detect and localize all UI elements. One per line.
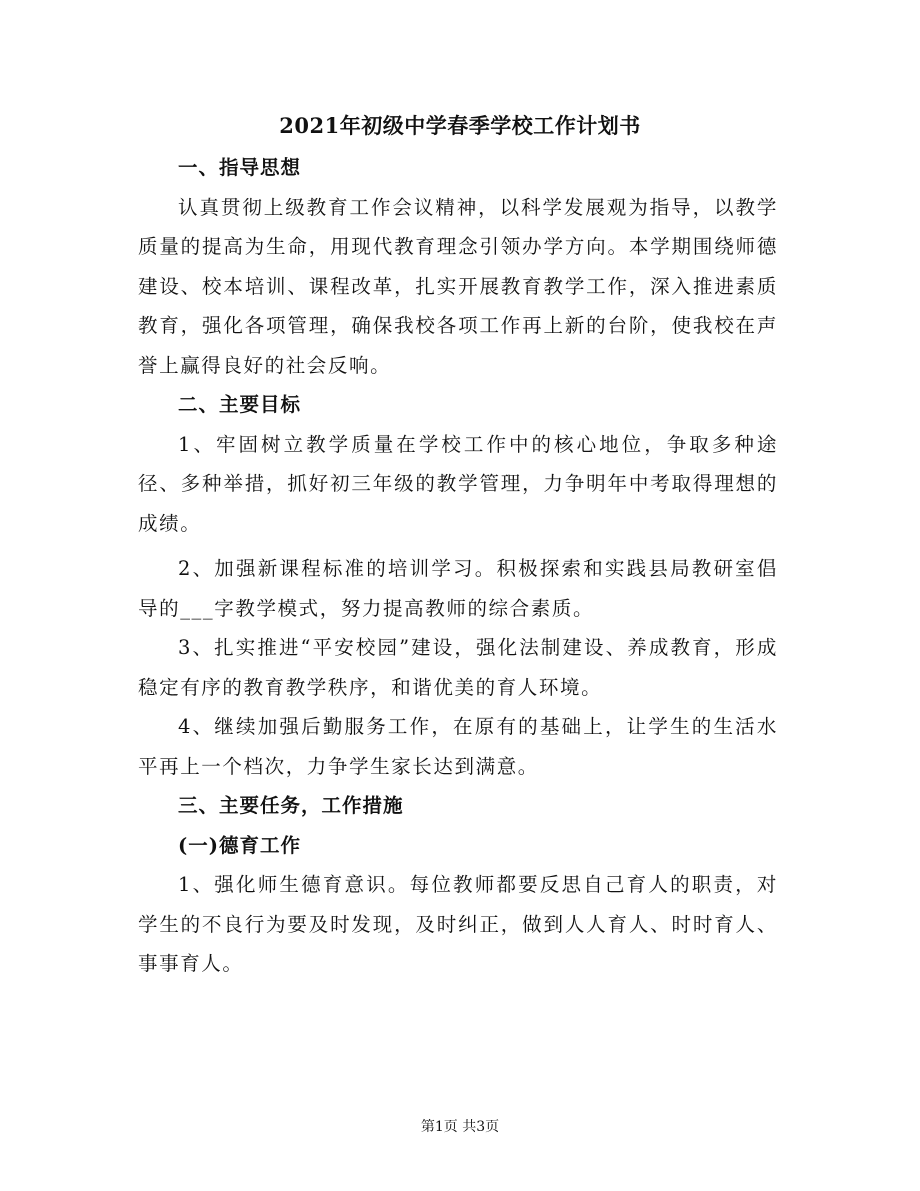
section-heading: 二、主要目标 — [178, 393, 302, 416]
paragraph: 1、强化师生德育意识。每位教师都要反思自己育人的职责，对学生的不良行为要及时发现，及时纠正，做到人人育人、时时育人、事事育人。 — [138, 873, 778, 975]
paragraph: 3、扎实推进“平安校园”建设，强化法制建设、养成教育，形成稳定有序的教育教学秩序，和谐优美的育人环境。 — [138, 636, 778, 699]
paragraph: 1、牢固树立教学质量在学校工作中的核心地位，争取多种途径、多种举措，抓好初三年级的教学管理，力争明年中考取得理想的成绩。 — [138, 432, 778, 535]
section-heading: 一、指导思想 — [178, 156, 302, 179]
paragraph: 认真贯彻上级教育工作会议精神，以科学发展观为指导，以教学质量的提高为生命，用现代教育理念引领办学方向。本学期围绕师德建设、校本培训、课程改革，扎实开展教育教学工作，深入推进素质教育，强化各项管理，确保我校各项工作再上新的台阶，使我校在声誉上赢得良好的社会反响。 — [138, 195, 778, 377]
section-heading: 三、主要任务，工作措施 — [178, 794, 404, 817]
document-body — [138, 148, 778, 984]
subsection-heading: (一)德育工作 — [178, 833, 301, 857]
paragraph: 4、继续加强后勤服务工作，在原有的基础上，让学生的生活水平再上一个档次，力争学生家长达到满意。 — [138, 715, 778, 778]
document-title: 2021年初级中学春季学校工作计划书 — [279, 113, 641, 138]
page-number-footer: 第1页 共3页 — [420, 1119, 500, 1135]
paragraph: 2、加强新课程标准的培训学习。积极探索和实践县局教研室倡导的___字教学模式，努力提高教师的综合素质。 — [138, 557, 778, 620]
